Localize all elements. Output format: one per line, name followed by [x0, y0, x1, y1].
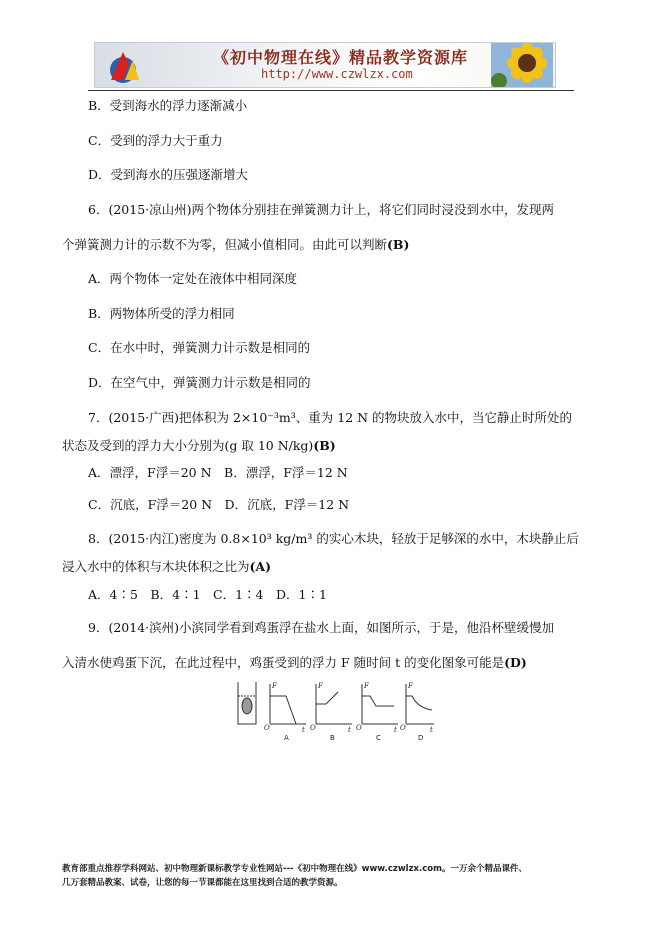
egg-buoyancy-figure — [236, 680, 436, 742]
origin-label: O — [400, 724, 406, 732]
site-url[interactable]: http://www.czwlzx.com — [261, 67, 413, 81]
axis-label-t: t — [302, 726, 305, 734]
header-banner — [94, 42, 556, 88]
answer-7: (B) — [313, 438, 336, 453]
text-line: A．两个物体一定处在液体中相同深度 — [88, 271, 298, 286]
axis-label-t: t — [394, 726, 397, 734]
site-title: 《初中物理在线》精品教学资源库 — [213, 48, 469, 67]
axis-label-f: F — [272, 682, 277, 690]
graph-label-c: C — [376, 734, 381, 742]
origin-label: O — [264, 724, 270, 732]
text-line: B．两物体所受的浮力相同 — [88, 306, 235, 321]
axis-label-t: t — [430, 726, 433, 734]
answer-9: (D) — [504, 655, 527, 670]
text-line: 入清水使鸡蛋下沉，在此过程中，鸡蛋受到的浮力 F 随时间 t 的变化图象可能是(D) — [62, 655, 527, 670]
footer-line-1: 教育部重点推荐学科网站、初中物理新课标教学专业性网站---《初中物理在线》www.czwlzx.com。一万余个精品课件、 — [62, 864, 527, 874]
text-line: C．受到的浮力大于重力 — [88, 133, 223, 148]
graph-label-a: A — [284, 734, 289, 742]
site-logo-icon — [103, 46, 143, 84]
beaker-icon — [238, 682, 256, 724]
question-7: 7．(2015·广西)把体积为 2×10⁻³m³、重为 12 N 的物块放入水中，当它静止时所处的 — [88, 410, 573, 425]
question-9: 9．(2014·滨州)小滨同学看到鸡蛋浮在盐水上面，如图所示，于是，他沿杯壁缓慢加 — [88, 620, 554, 635]
graph-c — [362, 684, 398, 724]
graph-label-b: B — [330, 734, 335, 742]
axis-label-f: F — [364, 682, 369, 690]
text-line: 个弹簧测力计的示数不为零，但减小值相同。由此可以判断(B) — [62, 237, 410, 252]
text-line: D．受到海水的压强逐渐增大 — [88, 167, 249, 182]
axis-label-t: t — [348, 726, 351, 734]
origin-label: O — [356, 724, 362, 732]
text-line: C．在水中时，弹簧测力计示数是相同的 — [88, 340, 311, 355]
header-rule — [88, 90, 574, 91]
answer-6: (B) — [387, 237, 410, 252]
text-line: D．在空气中，弹簧测力计示数是相同的 — [88, 375, 311, 390]
footer-line-2: 几万套精品教案、试卷，让您的每一节课都能在这里找到合适的教学资源。 — [62, 878, 343, 888]
text-line: 状态及受到的浮力大小分别为(g 取 10 N/kg)(B) — [62, 438, 336, 453]
graph-b — [316, 684, 352, 724]
graph-d — [406, 684, 434, 724]
axis-label-f: F — [318, 682, 323, 690]
sunflower-icon — [491, 43, 553, 87]
question-6: 6．(2015·凉山州)两个物体分别挂在弹簧测力计上，将它们同时浸没到水中，发现两 — [88, 202, 554, 217]
text-line: A．漂浮，F浮＝20 N B．漂浮，F浮＝12 N — [88, 465, 348, 480]
text-line: B．受到海水的浮力逐渐减小 — [88, 98, 248, 113]
origin-label: O — [310, 724, 316, 732]
text-line: C．沉底，F浮＝20 N D．沉底，F浮＝12 N — [88, 497, 350, 512]
axis-label-f: F — [408, 682, 413, 690]
question-8: 8．(2015·内江)密度为 0.8×10³ kg/m³ 的实心木块，轻放于足够深的水中，木块静止后 — [88, 531, 579, 546]
text-line: 浸入水中的体积与木块体积之比为(A) — [62, 559, 272, 574]
answer-8: (A) — [249, 559, 272, 574]
graph-a — [270, 684, 306, 724]
text-line: A．4∶5 B．4∶1 C．1∶4 D．1∶1 — [88, 587, 327, 602]
graph-label-d: D — [418, 734, 424, 742]
